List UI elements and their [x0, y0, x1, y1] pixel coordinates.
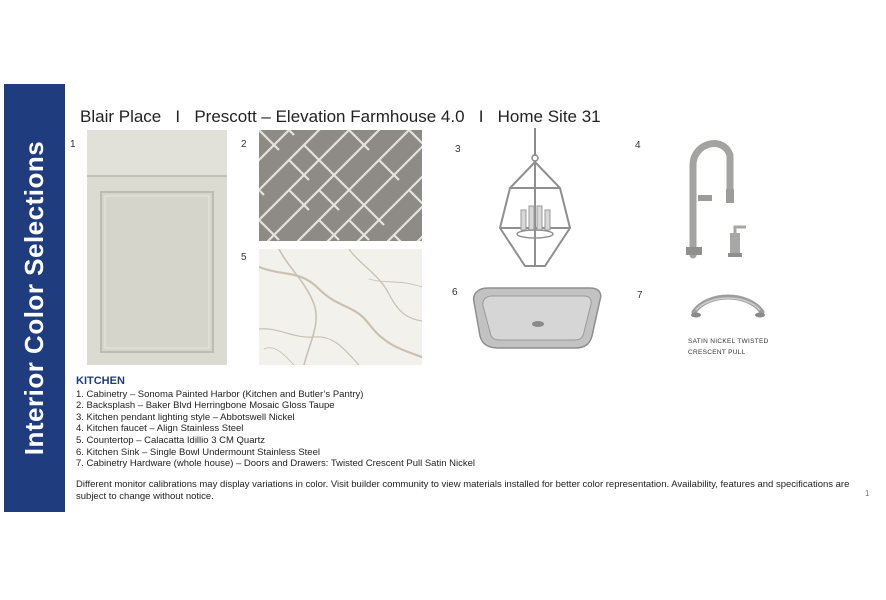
pendant-light-image: [490, 128, 580, 273]
disclaimer: Different monitor calibrations may display variations in color. Visit builder community to view materials installed for better color representation. Availability, features and specifications are subject to change without notice.: [76, 479, 850, 502]
swatch-number-6: 6: [452, 287, 458, 298]
kitchen-heading: KITCHEN: [76, 375, 125, 387]
pull-caption-line-1: SATIN NICKEL TWISTED: [688, 338, 769, 345]
selection-item: 2. Backsplash – Baker Blvd Herringbone Mosaic Gloss Taupe: [76, 400, 335, 412]
swatch-number-3: 3: [455, 144, 461, 155]
cabinet-door-image: [87, 130, 227, 365]
swatch-number-7: 7: [637, 290, 643, 301]
quartz-countertop-image: [259, 249, 422, 365]
pull-caption: [688, 336, 798, 358]
swatch-number-2: 2: [241, 139, 247, 150]
herringbone-tile-image: [259, 130, 422, 241]
cabinet-pull-image: [688, 288, 768, 323]
selection-item: 5. Countertop – Calacatta Idillio 3 CM Quartz: [76, 434, 266, 446]
swatch-number-1: 1: [70, 139, 76, 150]
selection-item: 3. Kitchen pendant lighting style – Abbotswell Nickel: [76, 411, 295, 423]
sidebar: [4, 84, 65, 512]
selection-item: 1. Cabinetry – Sonoma Painted Harbor (Kitchen and Butler’s Pantry): [76, 388, 364, 400]
kitchen-faucet-image: [668, 135, 768, 260]
kitchen-sink-image: [470, 284, 605, 354]
page-title: Blair Place I Prescott – Elevation Farmhouse 4.0 I Home Site 31: [80, 107, 601, 126]
selection-item: 4. Kitchen faucet – Align Stainless Steel: [76, 423, 244, 435]
page-number: 1: [865, 489, 870, 498]
sidebar-title: Interior Color Selections: [19, 140, 49, 456]
kitchen-selections: [76, 376, 475, 470]
swatch-number-5: 5: [241, 252, 247, 263]
pull-caption-line-2: CRESCENT PULL: [688, 349, 746, 356]
swatch-number-4: 4: [635, 140, 641, 151]
selection-item: 6. Kitchen Sink – Single Bowl Undermount Stainless Steel: [76, 446, 320, 458]
selection-item: 7. Cabinetry Hardware (whole house) – Doors and Drawers: Twisted Crescent Pull Satin Nickel: [76, 458, 475, 470]
